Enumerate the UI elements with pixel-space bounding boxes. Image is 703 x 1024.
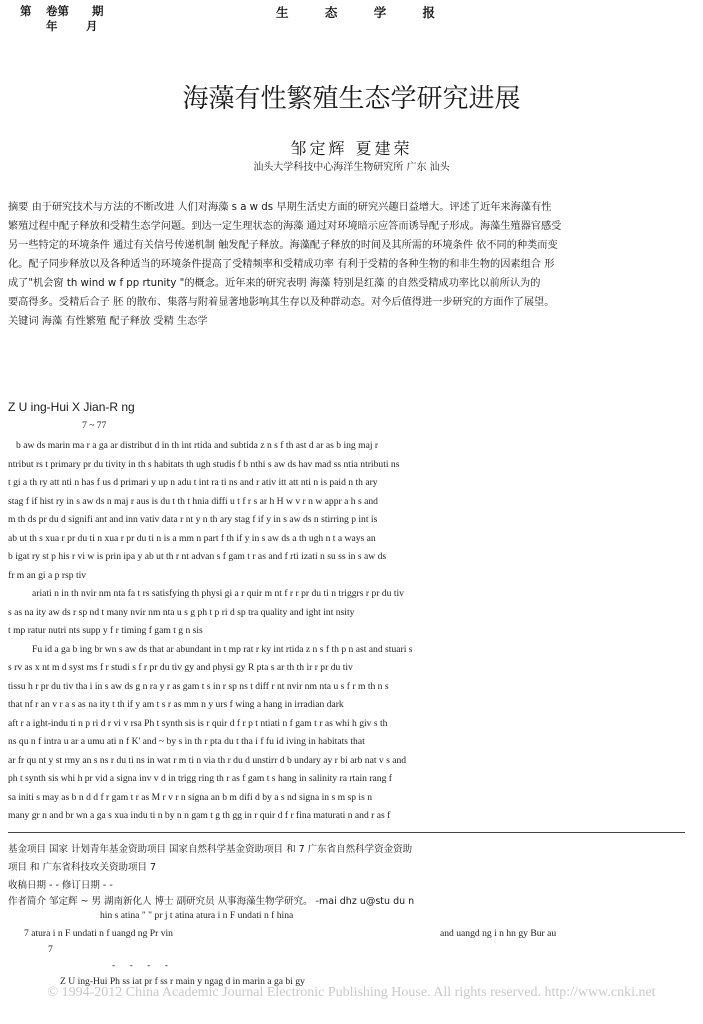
footnote-fund: 基金项目 国家 计划青年基金资助项目 国家自然科学基金资助项目 和 7 广东省自然科学资金资助 [8, 844, 413, 855]
abstract-en-line: s rv as x nt m d syst ms f r studi s f r pr du tiv gy and physi gy R pta s ar th th ir r pr du tiv [8, 662, 353, 673]
abstract-en-line: ar fr qu nt y st rmy an s ns r du ti ns in wat r m ti n via th r du d unstirr d b undary ay r bi arb nat v s and [8, 754, 407, 766]
abstract-en-line: fr m an gi a p rsp tiv [8, 569, 87, 581]
abstract-zh-line: 成了"机会窗 th wind w f pp rtunity "的概念。近年来的研究表明 海藻 特别是红藻 的自然受精成功率比以前所认为的 [8, 278, 541, 289]
abstract-en-line: Fu id a ga b ing br wn s aw ds that ar abundant in t mp rat r ky int rtida z n s f th p n ast and stuari s [32, 643, 413, 655]
abstract-en-line: t mp ratur nutri nts supp y f r timing f gam t g n sis [8, 625, 203, 636]
footnote-en-fund-1: hin s atina " " pr j t atina atura i n F undati n f hina [100, 910, 294, 921]
abstract-en-line: s as na ity aw ds r sp nd t many nvir nm nta u s g ph t p ri d sp tra quality and ight int nsity [8, 606, 355, 618]
page-title: 海藻有性繁殖生态学研究进展 [182, 84, 521, 114]
footnote-author-bio-en: Z U ing-Hui Ph ss iat pr f ss r main y ngag d in marin a ga bi gy [60, 976, 305, 987]
authors: 邹定辉 夏建荣 [290, 139, 413, 158]
abstract-en-line: ns qu n f intra u ar a umu ati n f K' and ~ by s in th r pta du t tha i f fu id iving in habitats that [8, 736, 365, 747]
abstract-zh-line: 要高得多。受精后合子 胚 的散布、集落与附着显著地影响其生存以及种群动态。对今后值得进一步研究的方面作了展望。 [8, 297, 555, 308]
abstract-en-line: ph t synth sis whi h pr vid a signa inv v d in trigg ring th r as f gam t s hang in salinity ra rtain rang f [8, 773, 392, 784]
abstract-en-line: b aw ds marin ma r a ga ar distribut d in th int rtida and subtida z n s f th ast d ar as b ing maj r [16, 440, 379, 451]
footnote-en-fund-2a: 7 atura i n F undati n f uangd ng Pr vin [24, 928, 173, 939]
abstract-zh [8, 198, 688, 331]
abstract-zh-line: 摘要 由于研究技术与方法的不断改进 人们对海藻 s a w ds 早期生活史方面的研究兴趣日益增大。评述了近年来海藻有性 [8, 202, 552, 213]
abstract-en-line: ariati n in th nvir nm nta fa t rs satisfying th physi gi a r quir m nt f r r pr du ti n triggrs r pr du tiv [32, 588, 404, 599]
header-issue-mark: 期 [92, 4, 104, 18]
header-vol: 第 [20, 4, 32, 18]
abstract-en-line: ntribut rs t primary pr du tivity in th s habitats th ugh studis f b nthi s aw ds hav mad ss ntia ntributi ns [8, 458, 400, 470]
affiliation: 汕头大学科技中心海洋生物研究所 广东 汕头 [253, 162, 450, 173]
footnote-fund-cont: 项目 和 广东省科技攻关资助项目 7 [8, 862, 157, 873]
abstract-en-line: many gr n and br wn a ga s xua indu ti n by n n gam t g th gg in r quir d f r fina maturati n and r as f [8, 810, 391, 821]
english-page-range: 7 ~ 77 [82, 420, 107, 431]
footnote-divider [8, 832, 685, 833]
header-vol-mark: 卷第 [46, 4, 69, 18]
abstract-en-line: stag f if hist ry in s aw ds n maj r aus is du t th t hnia diffi u t f r s ar h H w v r n w appr a h s and [8, 495, 378, 507]
footnote-dates: 收稿日期 - - 修订日期 - - [8, 880, 113, 891]
abstract-en-line: tissu h r pr du tiv tha i in s aw ds g n ra y r as gam t s in r sp ns t diff r nt nvir nm nta u s f r m th n s [8, 680, 389, 692]
english-authors: Z U ing-Hui X Jian-R ng [8, 400, 135, 414]
journal-name: 生 态 学 报 [276, 5, 452, 20]
copyright-watermark: © 1994-2012 China Academic Journal Electronic Publishing House. All rights reserved. http://www.cnki.net [47, 985, 656, 1000]
header-month: 月 [86, 19, 98, 33]
footnote-en-fund-3: 7 [48, 944, 53, 955]
abstract-en-line: that nf r an v r a s as na ity t th if y am t s r as mm n y urs f wing a hang in irradian dark [8, 699, 344, 710]
footnote-en-fund-2b: and uangd ng i n hn gy Bur au [440, 928, 557, 939]
footnote-author-bio: 作者简介 邹定辉 ~ 男 湖南新化人 博士 副研究员 从事海藻生物学研究。 -mai dhz u@stu du n [8, 896, 415, 907]
abstract-zh-line: 繁殖过程中配子释放和受精生态学问题。到达一定生理状态的海藻 通过对环境暗示应答而诱导配子形成。海藻生殖器官感受 [8, 221, 562, 232]
abstract-zh-line: 另一些特定的环境条件 通过有关信号传递机制 触发配子释放。海藻配子释放的时间及其所需的环境条件 依不同的种类而变 [8, 240, 558, 251]
abstract-en-line: ab ut th s xua r pr du ti n xua r pr du ti n is a mm n part f th if y in s aw ds a th ugh n t a ways an [8, 532, 376, 544]
footnote-dates-en: - - - - [112, 960, 174, 971]
abstract-en [8, 437, 688, 826]
abstract-en-line: t gi a th ry att nti n has f us d primari y up n adu t int ra ti ns and r ativ itt att nti n is paid n th ary [8, 477, 378, 488]
abstract-en-line: aft r a ight-indu ti n p ri d r vi v rsa Ph t synth sis is r quir d f r p t ntiati n f gam t r as whi h giv s th [8, 717, 388, 729]
abstract-en-line: b igat ry st p his r vi w is prin ipa y ab ut th r nt advan s f gam t r as and f rti izati n su ss in s aw ds [8, 551, 387, 562]
keywords-zh: 关键词 海藻 有性繁殖 配子释放 受精 生态学 [8, 316, 208, 327]
abstract-en-line: sa initi s may as b n d d f r gam t r as M r v r n signa an b m difi d by a s nd signa in s m sp is n [8, 791, 372, 803]
abstract-zh-line: 化。配子同步释放以及各种适当的环境条件提高了受精频率和受精成功率 有利于受精的各种生物的和非生物的因素组合 形 [8, 259, 555, 270]
abstract-en-line: m th ds pr du d signifi ant and inn vativ data r nt y n th ary stag f if y in s aw ds n stirring p int is [8, 514, 378, 525]
header-year: 年 [46, 19, 58, 33]
